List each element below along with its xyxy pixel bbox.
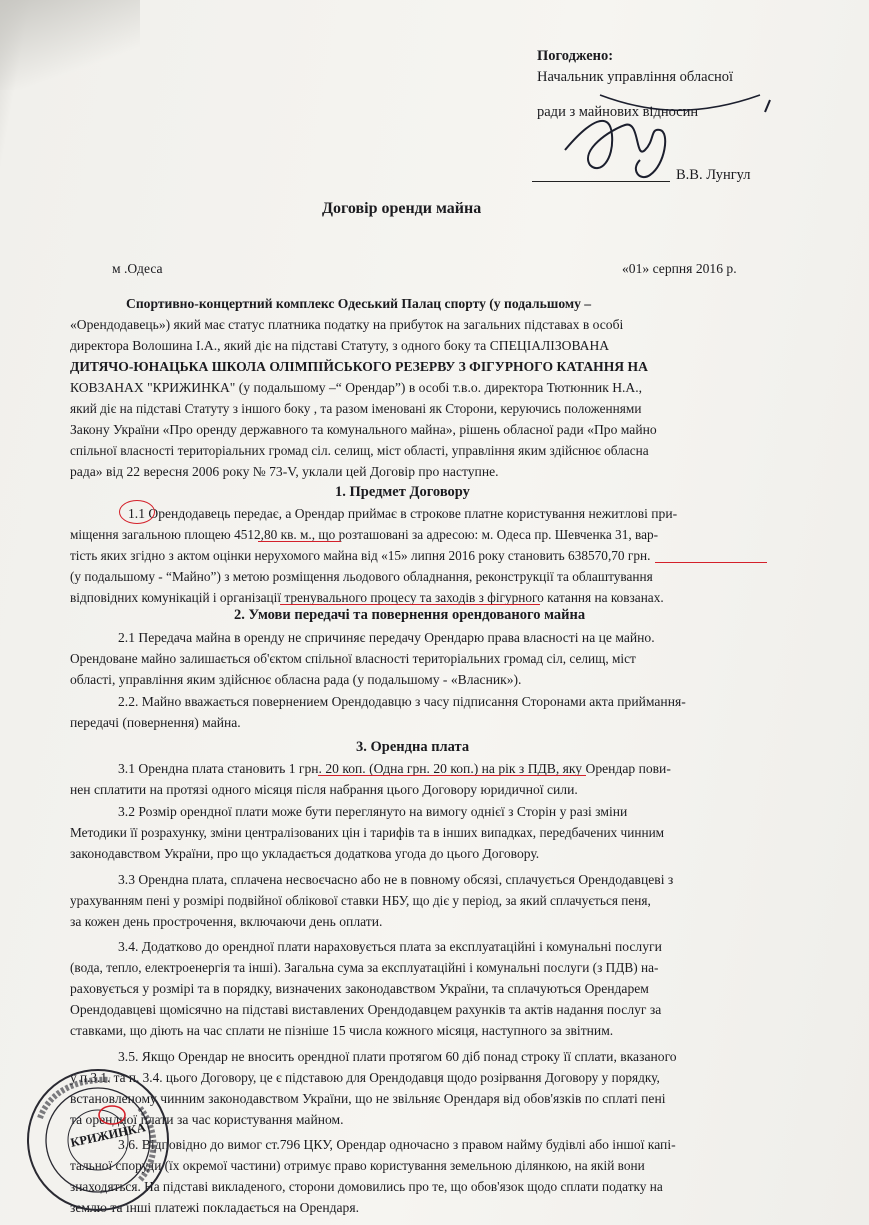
section-2-heading: 2. Умови передачі та повернення орендованого майна (234, 607, 586, 623)
approval-signatory: В.В. Лунгул (676, 167, 751, 183)
section-3-line: 3.6. Відповідно до вимог ст.796 ЦКУ, Орендар одночасно з правом найму будівлі або іншої капі- (118, 1137, 676, 1152)
preamble-line: «Орендодавець») який має статус платника податку на прибуток на загальних підставах в особі (70, 317, 624, 332)
preamble-line: директора Волошина І.А., який діє на підставі Статуту, з одного боку та СПЕЦІАЛІЗОВАНА (70, 338, 610, 353)
preamble-line: Спортивно-концертний комплекс Одеський Палац спорту (у подальшому – (126, 296, 592, 311)
section-3-line: законодавством України, про що укладається додаткова угода до цього Договору. (70, 846, 540, 861)
section-3-line: тальної споруди (їх окремої частини) отримує право користування земельною ділянкою, на якій вони (70, 1158, 645, 1173)
preamble-line: який діє на підставі Статуту з іншого боку , та разом іменовані як Сторони, керуючись положеннями (70, 401, 642, 416)
section-3-line: 3.5. Якщо Орендар не вносить орендної плати протягом 60 діб понад строку її сплати, вказаного (118, 1049, 677, 1064)
section-3-line: знаходяться. На підставі викладеного, сторони домовились про те, що обов'язок щодо сплати податку на (70, 1179, 663, 1194)
section-3-heading: 3. Орендна плата (356, 739, 470, 755)
section-3-line: 3.1 Орендна плата становить 1 грн. 20 коп. (Одна грн. 20 коп.) на рік з ПДВ, яку Орендар пови- (118, 761, 671, 776)
preamble-line: КОВЗАНАХ "КРИЖИНКА" (у подальшому –“ Орендар”) в особі т.в.о. директора Тютюнник Н.А., (70, 380, 643, 395)
section-1-line: тість яких згідно з актом оцінки нерухомого майна від «15» липня 2016 року становить 638570,70 грн. (70, 548, 651, 563)
preamble-line: рада» від 22 вересня 2006 року № 73-V, уклали цей Договір про наступне. (70, 464, 499, 479)
section-3-line: нен сплатити на протязі одного місяця після набрання цього Договору юридичної сили. (70, 782, 578, 797)
section-3-line: 3.2 Розмір орендної плати може бути переглянуто на вимогу однієї з Сторін у разі зміни (118, 804, 628, 819)
section-3-line: у п.3.1. та п. 3.4. цього Договору, це є підставою для Орендодавця щодо розірвання Договору у порядку, (70, 1070, 660, 1085)
document-title: Договір оренди майна (322, 200, 482, 217)
approval-line-1: Начальник управління обласної (537, 69, 734, 85)
section-3-line: встановленому чинним законодавством України, що не звільняє Орендаря від обов'язків по сплаті пені (70, 1091, 666, 1106)
section-1-line: 1.1 Орендодавець передає, а Орендар приймає в строкове платне користування нежитлові при- (128, 506, 678, 521)
approval-line-2: ради з майнових відносин (537, 104, 699, 120)
section-3-line: ставками, що діють на час сплати не пізніше 15 числа кожного місяця, наступного за звітним. (70, 1023, 614, 1038)
stamp-text: КРИЖИНКА (69, 1120, 147, 1150)
section-2-line: передачі (повернення) майна. (70, 715, 241, 730)
section-3-line: (вода, тепло, електроенергія та інші). Загальна сума за експлуатаційні і комунальні послуги (з ПДВ) на- (70, 960, 659, 975)
document-date: «01» серпня 2016 р. (622, 261, 737, 276)
section-3-line: Орендодавцеві щомісячно на підставі виставлених Орендодавцем рахунків та актів надання послуг за (70, 1002, 662, 1017)
section-3-line: та орендної плати за час користування майном. (70, 1112, 344, 1127)
section-3-line: Методики її розрахунку, зміни централізованих цін і тарифів та в інших випадках, передбачених чинним (70, 825, 665, 840)
section-3-line: 3.4. Додатково до орендної плати нараховується плата за експлуатаційні і комунальні послуги (118, 939, 662, 954)
section-1-line: відповідних комунікацій і організації тренувального процесу та заходів з фігурного катання на ковзанах. (70, 590, 664, 605)
section-2-line: 2.2. Майно вважається повернением Орендодавцю з часу підписання Сторонами акта приймання- (118, 694, 686, 709)
section-3-line: урахуванням пені у розмірі подвійної облікової ставки НБУ, що діє у період, за який сплачується пеня, (70, 893, 651, 908)
section-3-line: 3.3 Орендна плата, сплачена несвоєчасно або не в повному обсязі, сплачується Орендодавцеві з (118, 872, 674, 887)
document-city: м .Одеса (112, 261, 163, 276)
preamble-line: ДИТЯЧО-ЮНАЦЬКА ШКОЛА ОЛІМПІЙСЬКОГО РЕЗЕРВУ З ФІГУРНОГО КАТАННЯ НА (70, 359, 648, 374)
section-2-line: області, управління яким здійснює обласна рада (у подальшому - «Власник»). (70, 672, 522, 687)
section-3-line: землю та інші платежі покладається на Орендаря. (70, 1200, 359, 1215)
preamble-line: спільної власності територіальних громад сіл. селищ, міст області, управління яким здійснює обласна (70, 443, 649, 458)
section-3-line: раховується у розмірі та в порядку, визначених законодавством України, та сплачуються Орендарем (70, 981, 649, 996)
section-2-line: 2.1 Передача майна в оренду не спричиняє передачу Орендарю права власності на це майно. (118, 630, 655, 645)
section-1-line: (у подальшому - “Майно”) з метою розміщення льодового обладнання, реконструкції та облаштування (70, 569, 653, 584)
section-1-line: міщення загальною площею 4512,80 кв. м., що розташовані за адресою: м. Одеса пр. Шевченка 31, вар- (70, 527, 659, 542)
approval-title: Погоджено: (537, 48, 614, 64)
section-2-line: Орендоване майно залишається об'єктом спільної власності територіальних громад сіл, селищ, міст (70, 651, 636, 666)
section-3-line: за кожен день прострочення, включаючи день оплати. (70, 914, 383, 929)
section-1-heading: 1. Предмет Договору (335, 484, 470, 500)
preamble-line: Закону України «Про оренду державного та комунального майна», рішень обласної ради «Про майно (70, 422, 657, 437)
